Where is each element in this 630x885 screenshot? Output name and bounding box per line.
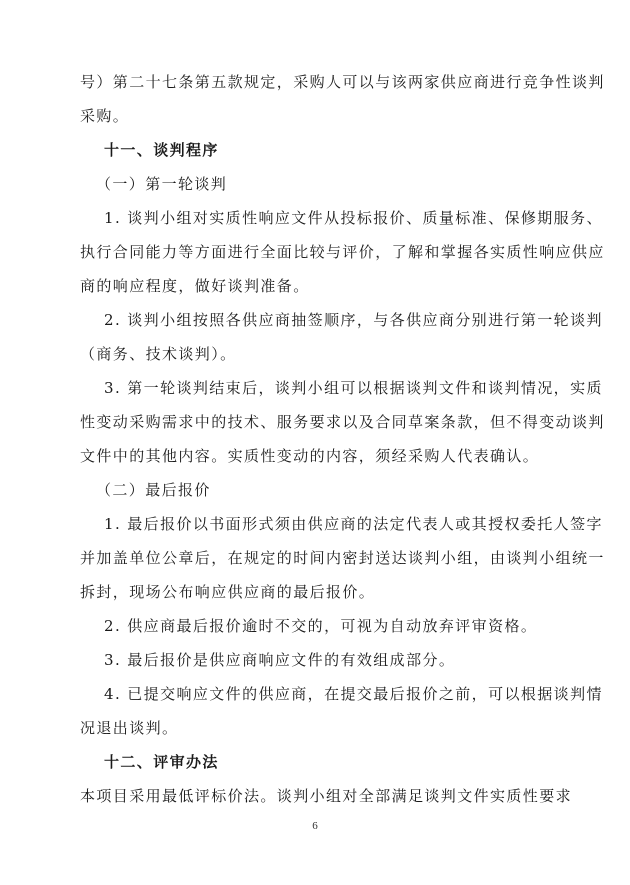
text-line: （二）最后报价 [96, 481, 211, 499]
text-line: 执行合同能力等方面进行全面比较与评价，了解和掌握各实质性响应供应 [80, 243, 605, 261]
text-line: 拆封，现场公布响应供应商的最后报价。 [80, 583, 376, 601]
text-line: 3. 最后报价是供应商响应文件的有效组成部分。 [104, 651, 456, 669]
text-line: （商务、技术谈判）。 [80, 345, 237, 363]
text-line: 3. 第一轮谈判结束后，谈判小组可以根据谈判文件和谈判情况，实质 [104, 379, 603, 397]
text-line: 本项目采用最低评标价法。谈判小组对全部满足谈判文件实质性要求 [80, 787, 573, 805]
text-line: 1. 谈判小组对实质性响应文件从投标报价、质量标准、保修期服务、 [104, 209, 603, 227]
section-heading: 十一、谈判程序 [104, 141, 219, 159]
text-line: 2. 供应商最后报价逾时不交的，可视为自动放弃评审资格。 [104, 617, 538, 635]
section-heading: 十二、评审办法 [104, 753, 219, 771]
text-line: 并加盖单位公章后，在规定的时间内密封送达谈判小组，由谈判小组统一 [80, 549, 605, 567]
text-line: 1. 最后报价以书面形式须由供应商的法定代表人或其授权委托人签字 [104, 515, 603, 533]
text-line: 4. 已提交响应文件的供应商，在提交最后报价之前，可以根据谈判情 [104, 685, 603, 703]
text-line: 采购。 [80, 107, 130, 125]
text-line: 况退出谈判。 [80, 719, 179, 737]
text-line: 2. 谈判小组按照各供应商抽签顺序，与各供应商分别进行第一轮谈判 [104, 311, 603, 329]
text-line: （一）第一轮谈判 [96, 175, 228, 193]
text-line: 号）第二十七条第五款规定，采购人可以与该两家供应商进行竞争性谈判 [80, 73, 605, 91]
text-line: 性变动采购需求中的技术、服务要求以及合同草案条款，但不得变动谈判 [80, 413, 605, 431]
text-line: 商的响应程度，做好谈判准备。 [80, 277, 310, 295]
page-number: 6 [312, 820, 318, 832]
text-line: 文件中的其他内容。实质性变动的内容，须经采购人代表确认。 [80, 447, 540, 465]
